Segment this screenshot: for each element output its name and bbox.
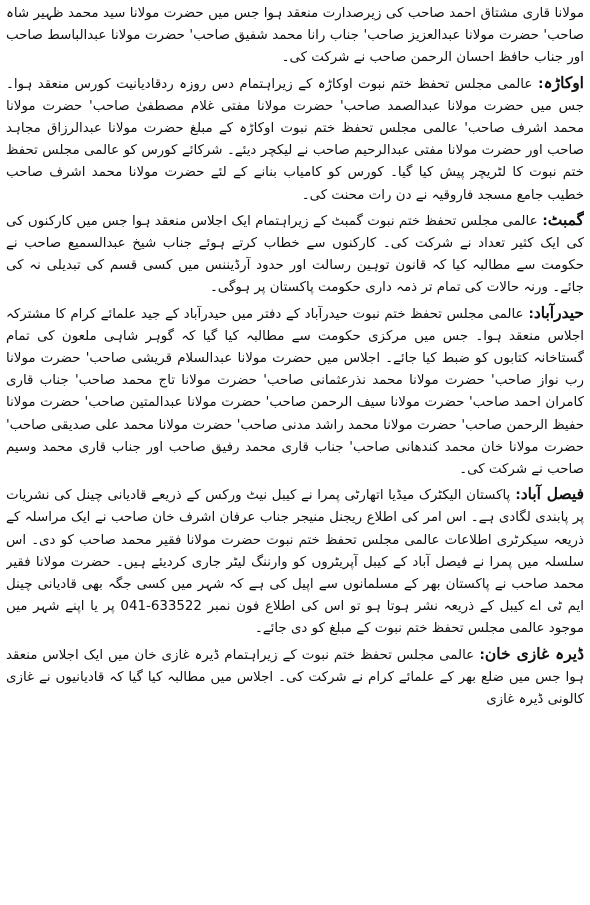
- paragraph-dera-ghazi-khan: [6, 643, 584, 712]
- colon-separator: :: [474, 647, 485, 663]
- colon-separator: :: [537, 213, 548, 229]
- paragraph-gambat: [6, 209, 584, 300]
- paragraph-faisalabad: [6, 483, 584, 640]
- paragraph-text: پاکستان الیکٹرک میڈیا اتھارٹی پمرا نے کیبل نیٹ ورکس کے ذریعے قادیانی چینل کی نشریات پر پابندی لگادی ہے۔ اس امر کی اطلاع ریجنل منیجر جناب عرفان اشرف خان صاحب نے ایک مراسلہ کے ذریعہ سیکرٹری اطلاعات عالمی مجلس تحفظ ختم نبوت حضرت مولانا فقیر محمد صاحب کو دی۔ اس سلسلہ میں پمرا نے فیصل آباد کے کیبل آپریٹروں کو وارننگ لیٹر جاری کردیئے ہیں۔ حضرت مولانا فقیر محمد صاحب نے پاکستان بھر کے مسلمانوں سے اپیل کی ہے کہ شہر میں کسی جگہ بھی قادیانی چینل ایم ٹی اے کیبل کے ذریعہ نشر ہوتا ہو تو اس کی اطلاع فون نمبر 633522-041 پر یا اپنے شہر میں موجود عالمی مجلس تحفظ ختم نبوت کے مبلغ کو دی جائے۔: [6, 488, 584, 637]
- paragraph-text: عالمی مجلس تحفظ ختم نبوت گمبٹ کے زیراہتمام ایک اجلاس منعقد ہوا جس میں کارکنوں کی کی ایک کثیر تعداد نے شرکت کی۔ کارکنوں سے خطاب کرتے ہوئے جناب شیخ عبدالسمیع صاحب نے حکومت سے مطالبہ کیا کہ قانون توہین رسالت اور حدود آرڈیننس میں کسی قسم کی تبدیلی نہ کی جائے۔ ورنہ حالات کی تمام تر ذمہ داری حکومت پاکستان پر ہوگی۔: [6, 213, 584, 296]
- paragraph-text: مولانا قاری مشتاق احمد صاحب کی زیرصدارت منعقد ہوا جس میں حضرت مولانا سید محمد ظہیر شاہ صاحب' حضرت مولانا عبدالعزیز صاحب' جناب رانا محمد شفیق صاحب' حضرت مولانا عبدالباسط صاحب اور جناب حافظ احسان الرحمن صاحب نے شرکت کی۔: [6, 6, 584, 66]
- colon-separator: :: [510, 488, 521, 504]
- city-heading: ڈیرہ غازی خان: [484, 643, 584, 663]
- paragraph-okara: [6, 72, 584, 207]
- colon-separator: :: [532, 76, 544, 92]
- paragraph-continued: [6, 3, 584, 70]
- paragraph-text: عالمی مجلس تحفظ ختم نبوت حیدرآباد کے دفتر میں حیدرآباد کے جید علمائے کرام کا مشترکہ اجلاس منعقد ہوا۔ جس میں مرکزی حکومت سے مطالبہ کیا گیا کہ گوہر شاہی ملعون کی تمام گستاخانہ کتابوں کو ضبط کیا جائے۔ اجلاس میں حضرت مولانا عبدالسلام قریشی صاحب' حضرت مولانا رب نواز صاحب' حضرت مولانا محمد نذرعثمانی صاحب' حضرت مولانا تاج محمد صاحب' جناب قاری کامران احمد صاحب' حضرت مولانا سیف الرحمن صاحب' حضرت مولانا عبدالمتین صاحب' حضرت مولانا حفیظ الرحمن صاحب' حضرت مولانا محمد راشد مدنی صاحب' حضرت مولانا محمد علی صدیقی صاحب' حضرت مولانا خان محمد کندھانی صاحب' جناب قاری محمد رفیق صاحب اور جناب قاری محمد وسیم صاحب نے شرکت کی۔: [6, 306, 584, 478]
- newspaper-column: [6, 3, 584, 899]
- city-heading: اوکاڑہ: [543, 72, 584, 92]
- colon-separator: :: [523, 306, 534, 322]
- paragraph-text: عالمی مجلس تحفظ ختم نبوت کے زیراہتمام ڈیرہ غازی خان میں ایک اجلاس منعقد ہوا جس میں ضلع بھر کے علمائے کرام نے شرکت کی۔ اجلاس میں مطالبہ کیا گیا کہ قادیانیوں نے غازی کالونی ڈیرہ غازی: [6, 647, 584, 708]
- city-heading: فیصل آباد: [520, 484, 584, 504]
- city-heading: حیدرآباد: [533, 302, 584, 322]
- paragraph-text: عالمی مجلس تحفظ ختم نبوت اوکاڑہ کے زیراہتمام دس روزہ ردقادیانیت کورس منعقد ہوا۔ جس میں حضرت مولانا عبدالصمد صاحب' حضرت مولانا مفتی غلام مصطفیٰ صاحب' حضرت مولانا محمد اشرف صاحب' عالمی مجلس تحفظ ختم نبوت اوکاڑہ کے مبلغ حضرت مولانا عبدالرزاق مجاہد صاحب اور حضرت مولانا مفتی عبدالرحیم صاحب نے لیکچر دیئے۔ شرکائے کورس کو عالمی مجلس تحفظ ختم نبوت کا لٹریچر پیش کیا گیا۔ کورس کو کامیاب بنانے کے لئے حضرت مولانا محمد اشرف صاحب خطیب جامع مسجد فاروقیہ نے دن رات محنت کی۔: [6, 76, 584, 203]
- city-heading: گمبٹ: [547, 209, 584, 229]
- paragraph-hyderabad: [6, 302, 584, 482]
